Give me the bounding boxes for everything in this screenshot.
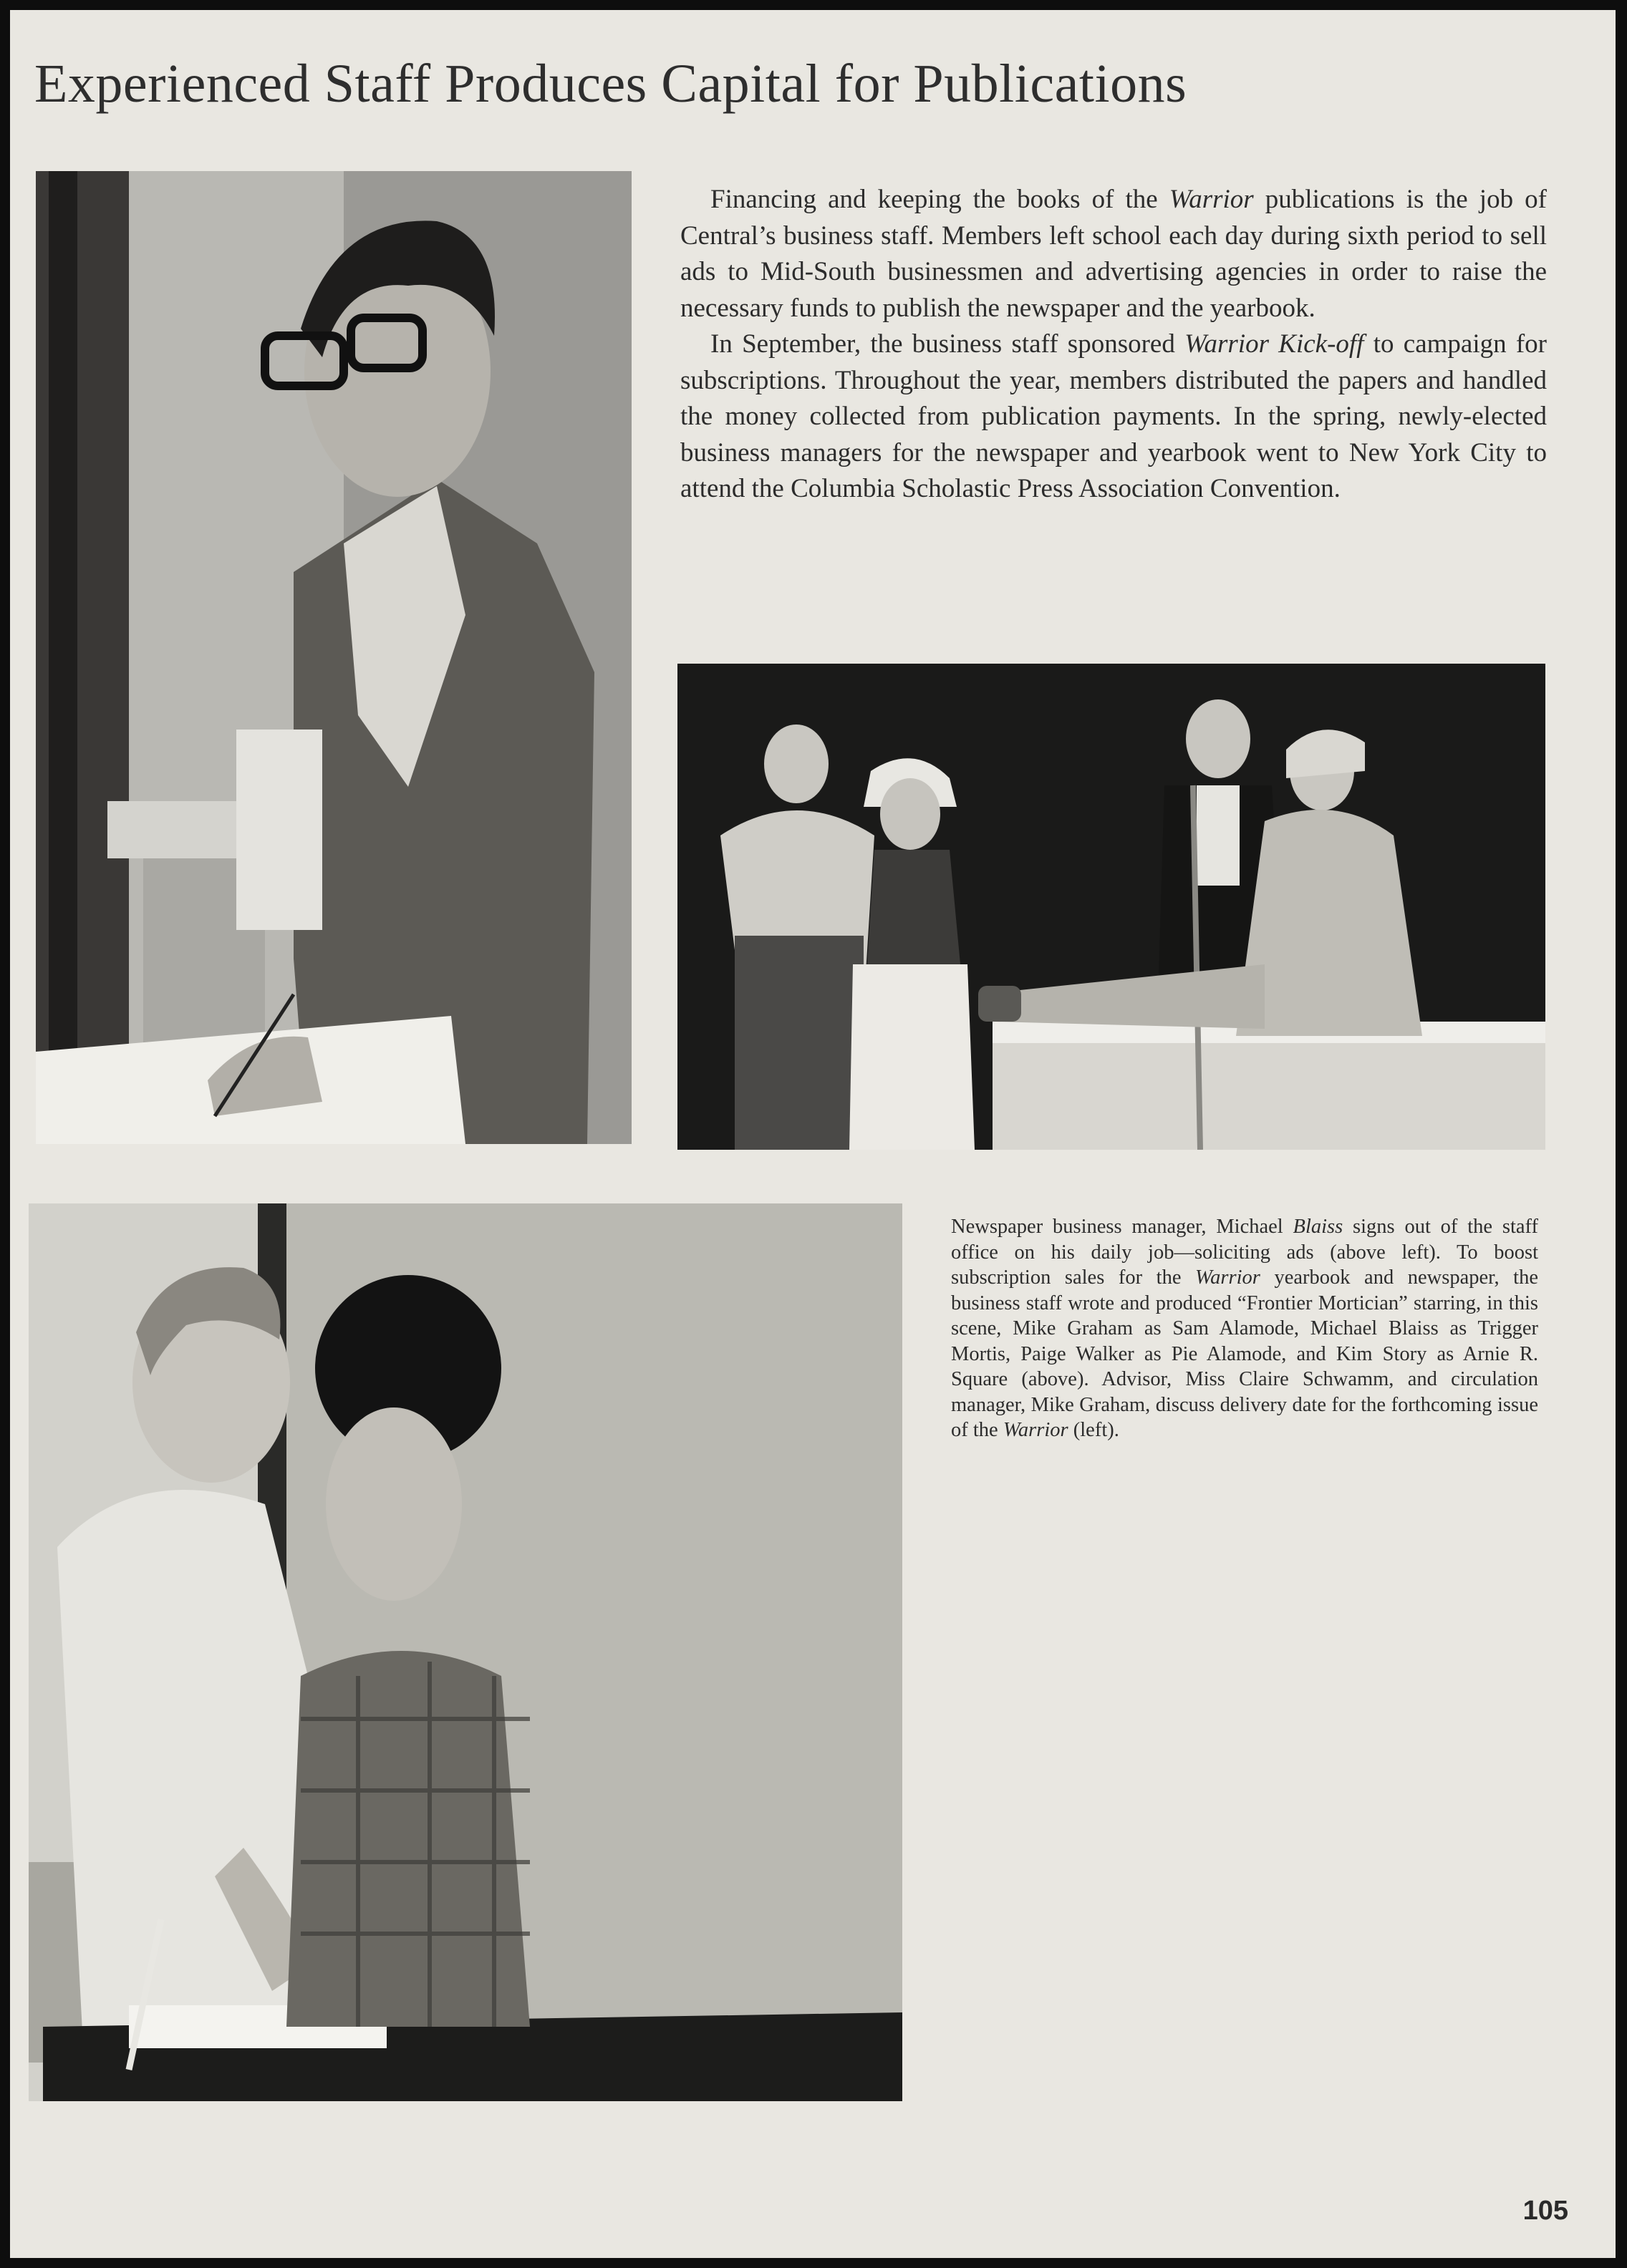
caption-publication-name-1: Warrior xyxy=(1195,1266,1260,1289)
page-number: 105 xyxy=(1522,2196,1568,2226)
body-p1-text-a: Financing and keeping the books of the xyxy=(710,185,1169,214)
photo-advisor-and-circulation-manager xyxy=(29,1203,902,2101)
photo-frontier-mortician-scene xyxy=(677,664,1545,1150)
photo-business-manager-signing xyxy=(36,171,632,1144)
yearbook-page xyxy=(10,10,1616,2258)
caption-name-blaiss: Blaiss xyxy=(1293,1216,1343,1238)
body-p1-publication-name: Warrior xyxy=(1169,185,1254,214)
body-p1-text-c: publications is the job of Central’s business staff. Members left school each day during sixth period to sell ads to Mid-South businessmen and advertising agencies in order to raise the necessary funds to publish the newspaper and the yearbook. xyxy=(680,185,1547,323)
caption-publication-name-2: Warrior xyxy=(1003,1419,1068,1441)
page-headline: Experienced Staff Produces Capital for Publications xyxy=(34,54,1187,114)
photo-caption xyxy=(951,1214,1538,1443)
caption-text-g: (left). xyxy=(1068,1419,1119,1441)
article-body xyxy=(680,182,1547,508)
body-p2-event-name: Warrior Kick-off xyxy=(1184,329,1364,359)
body-paragraph-1 xyxy=(680,182,1547,326)
caption-text-a: Newspaper business manager, Michael xyxy=(951,1216,1293,1238)
body-p2-text-a: In September, the business staff sponsored xyxy=(710,329,1185,359)
caption-text-e: yearbook and newspaper, the business staff wrote and produced “Frontier Mortician” starring, in this scene, Mike Graham as Sam Alamode, Michael Blaiss as Trigger Mortis, Paige Walker as Pie Alamode, and Kim Story as Arnie R. Square (above). Advisor, Miss Claire Schwamm, and circulation manager, Mike Graham, discuss delivery date for the forthcoming issue of the xyxy=(951,1266,1538,1441)
body-p2-text-c: to campaign for subscriptions. Throughout the year, members distributed the papers and handled the money collected from publication payments. In the spring, newly-elected business managers for the newspaper and yearbook went to New York City to attend the Columbia Scholastic Press Association Convention. xyxy=(680,329,1548,503)
body-paragraph-2 xyxy=(680,326,1547,508)
caption-text-c: signs out of the staff office on his daily job—soliciting ads (above left). To boost subscription sales for the xyxy=(951,1216,1539,1289)
